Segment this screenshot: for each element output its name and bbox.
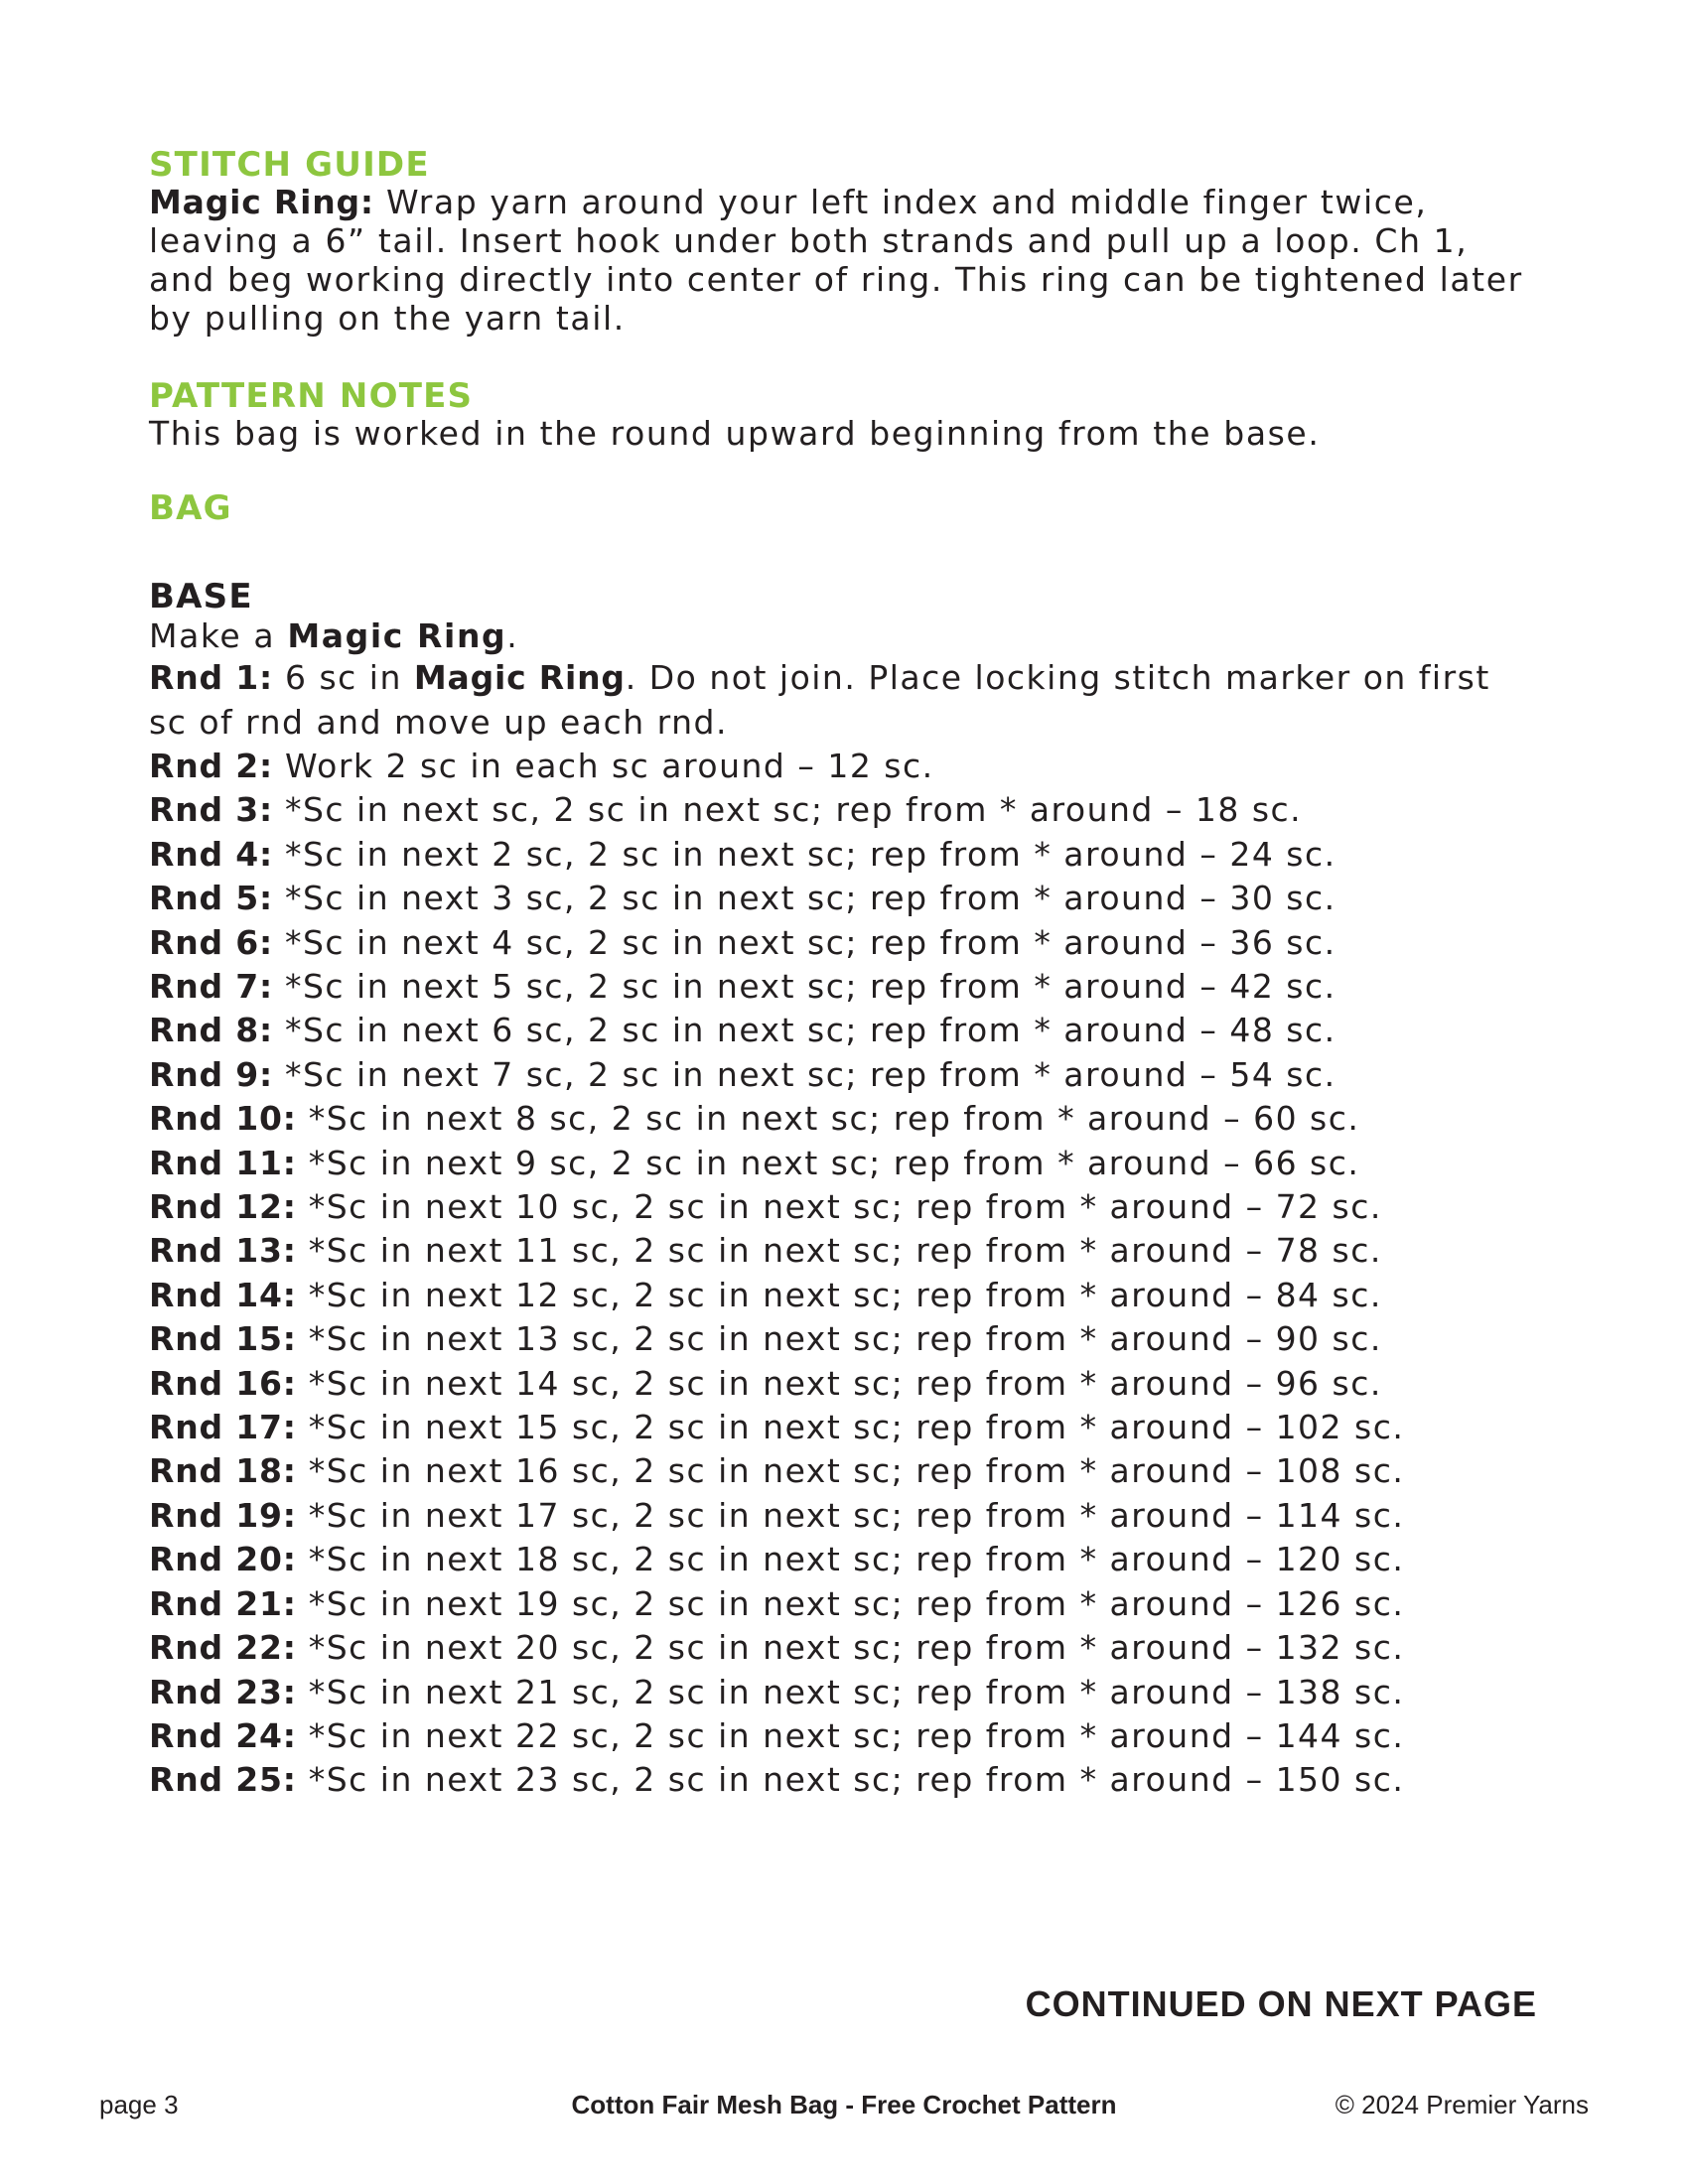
round-label: Rnd 12: bbox=[149, 1187, 297, 1227]
round-9 bbox=[149, 1053, 1539, 1097]
round-11 bbox=[149, 1142, 1539, 1185]
round-label: Rnd 20: bbox=[149, 1540, 297, 1579]
round-instruction: *Sc in next 4 sc, 2 sc in next sc; rep from * around – 36 sc. bbox=[272, 922, 1336, 962]
round-label: Rnd 11: bbox=[149, 1143, 297, 1182]
round-label: Rnd 14: bbox=[149, 1275, 297, 1314]
round-instruction: *Sc in next 7 sc, 2 sc in next sc; rep from * around – 54 sc. bbox=[272, 1054, 1336, 1094]
page-number: page 3 bbox=[99, 2090, 179, 2119]
round-instruction: *Sc in next 22 sc, 2 sc in next sc; rep from * around – 144 sc. bbox=[296, 1715, 1405, 1755]
round-14 bbox=[149, 1274, 1539, 1317]
bag-heading: BAG bbox=[149, 487, 232, 528]
round-label: Rnd 21: bbox=[149, 1583, 297, 1623]
round-instruction: *Sc in next 9 sc, 2 sc in next sc; rep from * around – 66 sc. bbox=[296, 1143, 1360, 1182]
round-label: Rnd 9: bbox=[149, 1054, 273, 1094]
round-instruction: *Sc in next 6 sc, 2 sc in next sc; rep from * around – 48 sc. bbox=[272, 1011, 1336, 1050]
round-label: Rnd 8: bbox=[149, 1011, 273, 1050]
round-instruction: *Sc in next 18 sc, 2 sc in next sc; rep from * around – 120 sc. bbox=[296, 1540, 1405, 1579]
round-5 bbox=[149, 877, 1539, 920]
round-label: Rnd 5: bbox=[149, 879, 273, 918]
round-label: Rnd 2: bbox=[149, 746, 273, 785]
base-heading: BASE bbox=[149, 577, 253, 617]
round-label: Rnd 7: bbox=[149, 967, 273, 1006]
round-18 bbox=[149, 1449, 1539, 1493]
round-label: Rnd 25: bbox=[149, 1760, 297, 1800]
round-label: Rnd 4: bbox=[149, 834, 273, 874]
round-label: Rnd 19: bbox=[149, 1495, 297, 1535]
round-label: Rnd 1: bbox=[149, 658, 273, 698]
round-label: Rnd 16: bbox=[149, 1363, 297, 1403]
round-label: Rnd 15: bbox=[149, 1319, 297, 1359]
round-instruction: *Sc in next 17 sc, 2 sc in next sc; rep from * around – 114 sc. bbox=[296, 1495, 1405, 1535]
rounds-list bbox=[149, 745, 1539, 1803]
round-21 bbox=[149, 1582, 1539, 1626]
round-label: Rnd 23: bbox=[149, 1672, 297, 1711]
round-instruction: *Sc in next 13 sc, 2 sc in next sc; rep from * around – 90 sc. bbox=[296, 1319, 1382, 1359]
round-instruction: *Sc in next 21 sc, 2 sc in next sc; rep from * around – 138 sc. bbox=[296, 1672, 1405, 1711]
round-3 bbox=[149, 788, 1539, 832]
round-instruction: *Sc in next sc, 2 sc in next sc; rep from * around – 18 sc. bbox=[272, 790, 1303, 830]
round-label: Rnd 10: bbox=[149, 1099, 297, 1139]
round-instruction: *Sc in next 19 sc, 2 sc in next sc; rep from * around – 126 sc. bbox=[296, 1583, 1405, 1623]
round-label: Rnd 17: bbox=[149, 1408, 297, 1447]
magic-ring-term: Magic Ring: bbox=[149, 183, 374, 222]
pattern-notes-heading: PATTERN NOTES bbox=[149, 375, 474, 416]
round-instruction: *Sc in next 3 sc, 2 sc in next sc; rep from * around – 30 sc. bbox=[272, 879, 1336, 918]
round-15 bbox=[149, 1317, 1539, 1361]
round-instruction: Work 2 sc in each sc around – 12 sc. bbox=[272, 746, 934, 785]
magic-ring-description: Wrap yarn around your left index and middle finger twice, leaving a 6” tail. Insert hook under both strands and pull up a loop. Ch 1, and beg working directly into center of ring. This ring can be tightened later by pulling on the yarn tail. bbox=[149, 183, 1523, 338]
round-label: Rnd 22: bbox=[149, 1628, 297, 1668]
make-magic-ring: Make a Magic Ring. bbox=[149, 616, 519, 656]
stitch-guide-heading: STITCH GUIDE bbox=[149, 145, 430, 185]
round-6 bbox=[149, 921, 1539, 965]
round-4 bbox=[149, 833, 1539, 877]
round-23 bbox=[149, 1671, 1539, 1714]
round-label: Rnd 6: bbox=[149, 922, 273, 962]
round-instruction: *Sc in next 2 sc, 2 sc in next sc; rep from * around – 24 sc. bbox=[272, 834, 1336, 874]
round-1: Rnd 1: 6 sc in Magic Ring. Do not join. Place locking stitch marker on first sc of rnd and move up each rnd. bbox=[149, 658, 1490, 742]
round-instruction: *Sc in next 10 sc, 2 sc in next sc; rep from * around – 72 sc. bbox=[296, 1187, 1382, 1227]
round-label: Rnd 18: bbox=[149, 1451, 297, 1491]
round-25 bbox=[149, 1758, 1539, 1802]
round-instruction: *Sc in next 14 sc, 2 sc in next sc; rep from * around – 96 sc. bbox=[296, 1363, 1382, 1403]
round-instruction: *Sc in next 8 sc, 2 sc in next sc; rep from * around – 60 sc. bbox=[296, 1099, 1360, 1139]
round-8 bbox=[149, 1009, 1539, 1052]
round-20 bbox=[149, 1538, 1539, 1581]
round-instruction: *Sc in next 11 sc, 2 sc in next sc; rep from * around – 78 sc. bbox=[296, 1231, 1382, 1271]
round-instruction: *Sc in next 20 sc, 2 sc in next sc; rep from * around – 132 sc. bbox=[296, 1628, 1405, 1668]
round-label: Rnd 3: bbox=[149, 790, 273, 830]
round-label: Rnd 24: bbox=[149, 1715, 297, 1755]
round-12 bbox=[149, 1185, 1539, 1229]
round-16 bbox=[149, 1362, 1539, 1406]
round-label: Rnd 13: bbox=[149, 1231, 297, 1271]
round-22 bbox=[149, 1626, 1539, 1670]
footer-title: Cotton Fair Mesh Bag - Free Crochet Pattern bbox=[571, 2090, 1117, 2119]
continued-notice: CONTINUED ON NEXT PAGE bbox=[1025, 1983, 1537, 2024]
pattern-notes-text: This bag is worked in the round upward beginning from the base. bbox=[149, 413, 1321, 453]
round-instruction: *Sc in next 5 sc, 2 sc in next sc; rep from * around – 42 sc. bbox=[272, 967, 1336, 1006]
round-instruction: *Sc in next 12 sc, 2 sc in next sc; rep from * around – 84 sc. bbox=[296, 1275, 1382, 1314]
round-instruction: *Sc in next 15 sc, 2 sc in next sc; rep from * around – 102 sc. bbox=[296, 1408, 1405, 1447]
round-13 bbox=[149, 1229, 1539, 1273]
footer-copyright: © 2024 Premier Yarns bbox=[1335, 2090, 1589, 2119]
round-7 bbox=[149, 965, 1539, 1009]
round-19 bbox=[149, 1494, 1539, 1538]
round-instruction: *Sc in next 16 sc, 2 sc in next sc; rep from * around – 108 sc. bbox=[296, 1451, 1405, 1491]
round-instruction: *Sc in next 23 sc, 2 sc in next sc; rep from * around – 150 sc. bbox=[296, 1760, 1405, 1800]
round-24 bbox=[149, 1714, 1539, 1758]
pattern-content bbox=[149, 147, 1539, 1803]
round-10 bbox=[149, 1097, 1539, 1141]
round-2 bbox=[149, 745, 1539, 788]
round-17 bbox=[149, 1406, 1539, 1449]
stitch-guide-text bbox=[149, 184, 1539, 338]
